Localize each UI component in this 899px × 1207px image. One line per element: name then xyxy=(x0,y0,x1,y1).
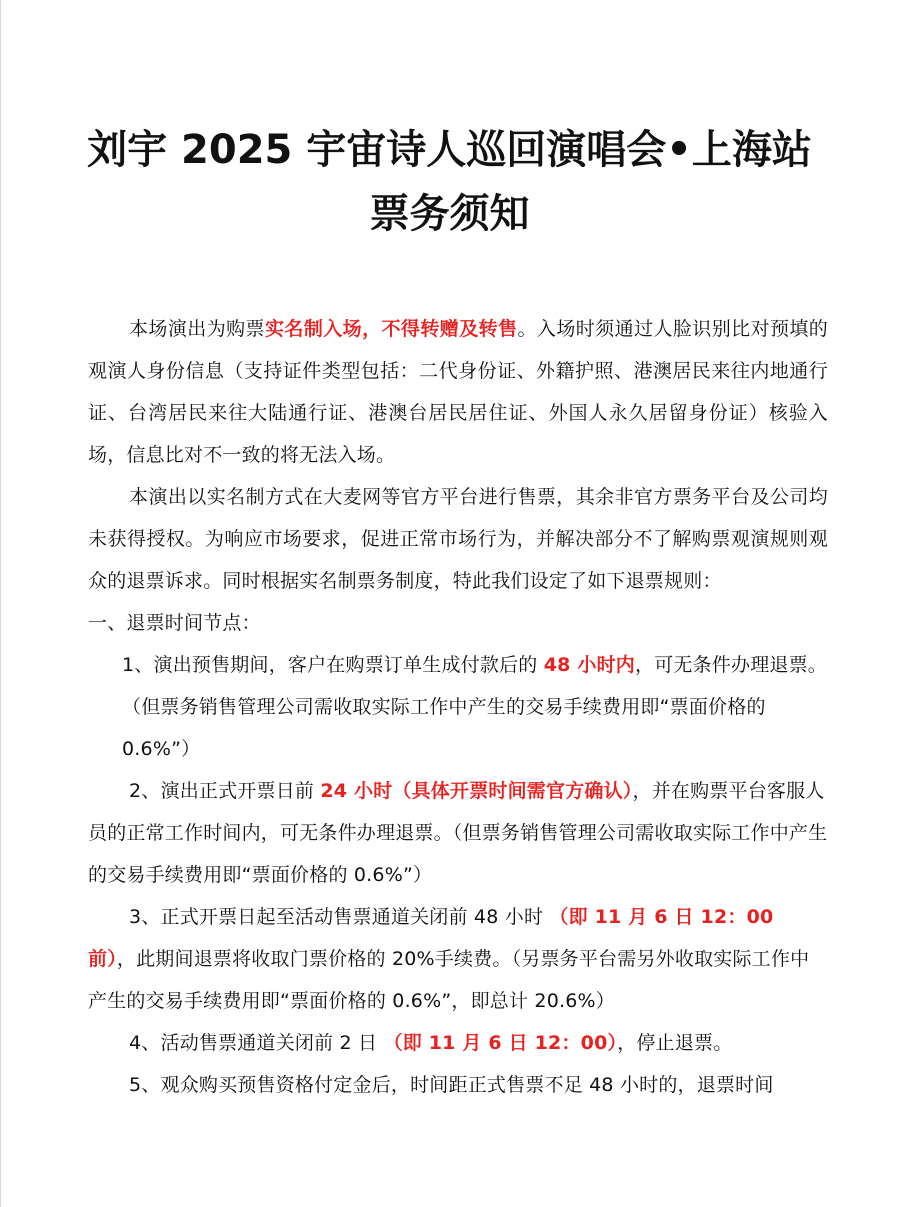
refund-rule-3 xyxy=(88,896,828,1022)
rule3-text-b: ，此期间退票将收取门票价格的 20%手续费。（另票务平台需另外收取实际工作中产生的交易手续费用即“票面价格的 0.6%”，即总计 20.6%） xyxy=(88,948,810,1012)
rule5-text-a: 5、观众购买预售资格付定金后，时间距正式售票不足 48 小时的，退票时间 xyxy=(129,1074,774,1096)
title-line-2: 票务须知 xyxy=(369,191,530,237)
paragraph-real-name-entry xyxy=(88,308,828,476)
rule2-text-b: ，并在购票平台客服人员的正常工作时间内，可无条件办理退票。（但票务销售管理公司需收取实际工作中产生的交易手续费用即“票面价格的 0.6%”） xyxy=(88,780,828,886)
rule4-text-b: ，停止退票。 xyxy=(617,1032,733,1054)
section-heading-refund-timeline: 一、退票时间节点： xyxy=(88,612,261,634)
p1-highlight: 实名制入场，不得转赠及转售 xyxy=(264,318,518,340)
rule3-highlight: （即 11 月 6 日 12：00 前） xyxy=(88,906,774,970)
p1-text-a: 本场演出为购票 xyxy=(129,318,265,340)
refund-rule-5 xyxy=(88,1064,828,1106)
rule1-text-b: ，可无条件办理退票。（但票务销售管理公司需收取实际工作中产生的交易手续费用即“票面价格的 0.6%”） xyxy=(122,654,828,760)
rule4-text-a: 4、活动售票通道关闭前 2 日 xyxy=(129,1032,384,1054)
rule1-text-a: 1、演出预售期间，客户在购票订单生成付款后的 xyxy=(122,654,544,676)
refund-rule-4 xyxy=(88,1022,828,1064)
title-line-1: 刘宇 2025 宇宙诗人巡回演唱会•上海站 xyxy=(87,127,812,173)
rule2-highlight: 24 小时（具体开票时间需官方确认） xyxy=(320,780,633,802)
document-body xyxy=(88,308,828,1106)
refund-rule-1 xyxy=(88,644,828,770)
refund-rule-2 xyxy=(88,770,828,896)
document-title xyxy=(0,118,899,246)
rule1-highlight: 48 小时内 xyxy=(543,654,635,676)
rule3-text-a: 3、正式开票日起至活动售票通道关闭前 48 小时 xyxy=(129,906,550,928)
rule2-text-a: 2、演出正式开票日前 xyxy=(129,780,321,802)
rule4-highlight: （即 11 月 6 日 12：00） xyxy=(383,1032,618,1054)
p2-text: 本演出以实名制方式在大麦网等官方平台进行售票，其余非官方票务平台及公司均未获得授权。为响应市场要求，促进正常市场行为，并解决部分不了解购票观演规则观众的退票诉求。同时根据实名制票务制度，特此我们设定了如下退票规则： xyxy=(88,486,828,592)
p1-text-b: 。入场时须通过人脸识别比对预填的观演人身份信息（支持证件类型包括：二代身份证、外籍护照、港澳居民来往内地通行证、台湾居民来往大陆通行证、港澳台居民居住证、外国人永久居留身份证）核验入场，信息比对不一致的将无法入场。 xyxy=(88,318,829,466)
paragraph-official-sales xyxy=(88,476,828,602)
